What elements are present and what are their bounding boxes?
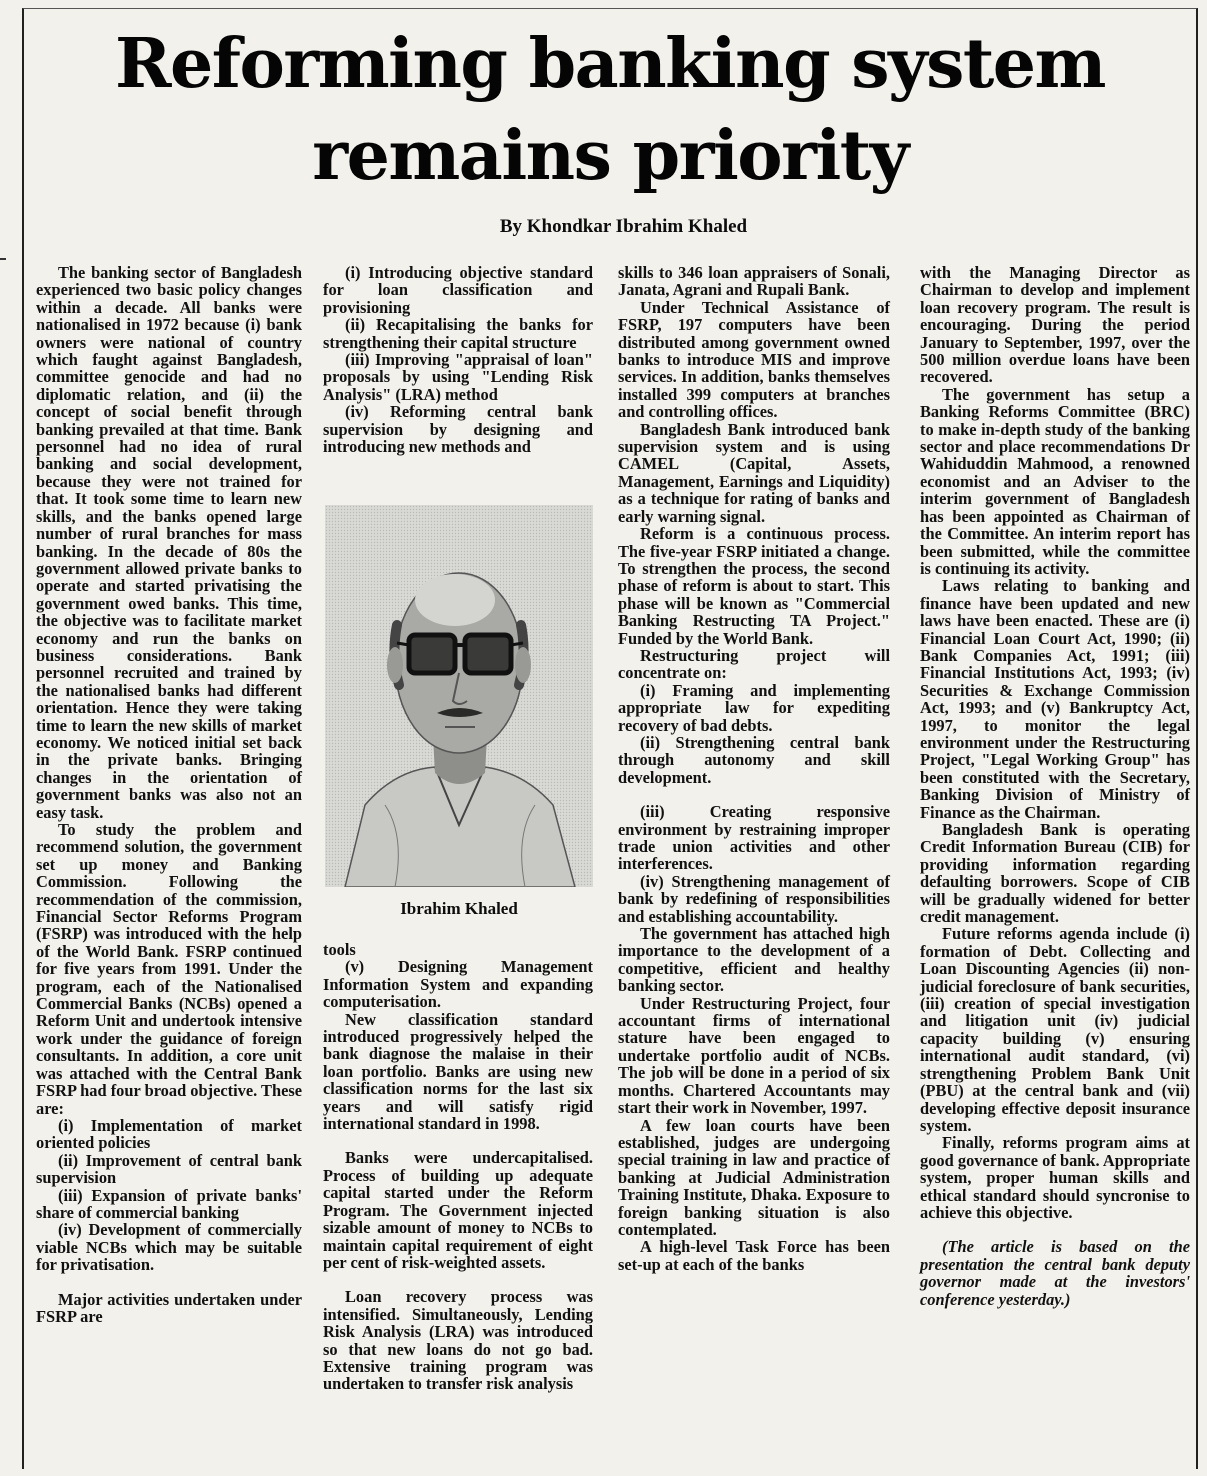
list-item: (ii) Strengthening central bank through autonomy and skill development.: [618, 732, 890, 787]
paragraph: with the Managing Director as Chairman to develop and implement loan recovery program. The result is encouraging. During the period January to September, 1997, over the 500 million overdue loans have been recovered.: [920, 263, 1190, 387]
list-item: (iv) Development of commercially viable NCBs which may be suitable for privatisation.: [36, 1220, 302, 1275]
margin-mark: [0, 258, 6, 260]
paragraph: The banking sector of Bangladesh experienced two basic policy changes within a decade. All banks were nationalised in 1972 because (i) bank owners were national of country which faught against Bangladesh, committee genocide and had no diplomatic relation, and (ii) the concept of social benefit through banking prevailed at that time. Bank personnel had no idea of rural banking and social development, because they were not trained for that. It took some time to learn new skills, and the banks opened large number of rural branches for mass banking. In the decade of 80s the government allowed private banks to operate and started privatising the government owed banks. This time, the objective was to facilitate market economy and run the banks on business considerations. Bank personnel recruited and trained by the nationalised banks had different orientation. Hence they were taking time to learn the new skills of market economy. We noticed initial set back in the private banks. Bringing changes in the orientation of government banks was also not an easy task.: [36, 263, 302, 822]
list-item: (iv) Strengthening management of bank by redefining of responsibilities and establishing accountability.: [618, 871, 890, 926]
paragraph: Future reforms agenda include (i) formation of Debt. Collecting and Loan Discounting Agencies (ii) non-judicial foreclosure of bank securities, (iii) creation of special investigation and litigation unit (iv) judicial capacity building (v) ensuring international audit standard, (vi) strengthening Problem Bank Unit (PBU) at the central bank and (vii) developing effective deposit insurance system.: [920, 924, 1190, 1135]
list-item: (iv) Reforming central bank supervision by designing and introducing new methods and: [323, 402, 593, 457]
paragraph: A high-level Task Force has been set-up at each of the banks: [618, 1237, 890, 1274]
column-1: [36, 264, 302, 1325]
list-item: (ii) Improvement of central bank supervision: [36, 1150, 302, 1188]
column-2-bottom: [323, 941, 593, 1393]
paragraph: Under Restructuring Project, four accountant firms of international stature have been engaged to undertake portfolio audit of NCBs. The job will be done in a period of six months. Chartered Accountants may start their work in November, 1997.: [618, 993, 890, 1118]
paragraph: skills to 346 loan appraisers of Sonali, Janata, Agrani and Rupali Bank.: [618, 263, 890, 300]
paragraph: To study the problem and recommend solution, the government set up money and Banking Commission. Following the recommendation of the commission, Financial Sector Reforms Program (FSRP) was introduced with the help of the World Bank. FSRP continued for five years from 1991. Under the program, each of the Nationalised Commercial Banks (NCBs) opened a Reform Unit and undertook intensive work under the guidance of foreign consultants. In addition, a core unit was attached with the Central Bank FSRP had four broad objective. These are:: [36, 820, 302, 1118]
paragraph: The government has attached high importance to the development of a competitive, efficient and healthy banking sector.: [618, 924, 890, 996]
list-item: (v) Designing Management Information System and expanding computerisation.: [323, 957, 593, 1012]
paragraph: Banks were undercapitalised. Process of building up adequate capital started under the Reform Program. The Government injected sizable amount of money to NCBs to maintain capital requirement of eight per cent of risk-weighted assets.: [323, 1148, 593, 1272]
list-item: (i) Implementation of market oriented policies: [36, 1115, 302, 1153]
paragraph: Reform is a continuous process. The five-year FSRP initiated a change. To strengthen the process, the second phase of reform is about to start. This phase will be known as "Commercial Banking Restructing TA Project." Funded by the World Bank.: [618, 524, 890, 648]
list-item: (i) Framing and implementing appropriate law for expediting recovery of bad debts.: [618, 680, 890, 735]
paragraph: Finally, reforms program aims at good governance of bank. Appropriate system, proper human skills and ethical standard should syncronise to achieve this objective.: [920, 1133, 1190, 1222]
byline: By Khondkar Ibrahim Khaled: [499, 216, 748, 237]
headline-line-1: Reforming banking system: [114, 24, 1105, 104]
column-2-top: [323, 264, 593, 455]
portrait-illustration: [325, 505, 593, 887]
paragraph: New classification standard introduced progressively helped the bank diagnose the malaise in their loan portfolio. Banks are using new classification norms for the last six years and will satisfy rigid international standard in 1998.: [323, 1009, 593, 1134]
paragraph: Loan recovery process was intensified. Simultaneously, Lending Risk Analysis (LRA) was introduced so that new loans do not go bad. Extensive training program was undertaken to transfer risk analysis: [323, 1287, 593, 1394]
paragraph: tools: [323, 940, 356, 959]
paragraph: Bangladesh Bank is operating Credit Information Bureau (CIB) for providing information regarding defaulting borrowers. Scope of CIB will be gradually widened for better credit management.: [920, 820, 1190, 927]
column-4: [920, 264, 1190, 1308]
paragraph: The government has setup a Banking Reforms Committee (BRC) to make in-depth study of the banking sector and place recommendations Dr Wahiduddin Mahmood, a renowned economist and an Adviser to the interim government of Bangladesh has been appointed as Chairman of the Committee. An interim report has been submitted, while the committee is continuing its activity.: [920, 384, 1190, 578]
author-photo: [325, 505, 593, 887]
footnote: (The article is based on the presentation the central bank deputy governor made at the investors' conference yesterday.): [920, 1237, 1190, 1309]
paragraph: Bangladesh Bank introduced bank supervision system and is using CAMEL (Capital, Assets, Management, Earnings and Liquidity) as a technique for rating of banks and early warning signal.: [618, 419, 890, 526]
list-item: (i) Introducing objective standard for loan classification and provisioning: [323, 263, 593, 317]
list-item: (ii) Recapitalising the banks for strengthening their capital structure: [323, 315, 593, 352]
list-item: (iii) Improving "appraisal of loan" proposals by using "Lending Risk Analysis" (LRA) method: [323, 350, 593, 404]
column-3: [618, 264, 890, 1273]
paragraph: Under Technical Assistance of FSRP, 197 computers have been distributed among government owned banks to introduce MIS and improve services. In addition, banks themselves installed 399 computers at branches and controlling offices.: [618, 297, 890, 422]
paragraph: Major activities undertaken under FSRP are: [36, 1289, 302, 1326]
list-item: (iii) Expansion of private banks' share of commercial banking: [36, 1185, 302, 1222]
paragraph: Laws relating to banking and finance have been updated and new laws have been enacted. These are (i) Financial Loan Court Act, 1990; (ii) Bank Companies Act, 1991; (iii) Financial Institutions Act, 1993; (iv) Securities & Exchange Commission Act, 1993; and (v) Bankruptcy Act, 1997, to monitor the legal environment under the Restructuring Project, "Legal Working Group" has been constituted with the Secretary, Banking Division of Ministry of Finance as the Chairman.: [920, 576, 1190, 822]
photo-caption: Ibrahim Khaled: [400, 899, 518, 918]
headline-line-2: remains priority: [312, 116, 908, 196]
paragraph: Restructuring project will concentrate on:: [618, 645, 890, 683]
paragraph: A few loan courts have been established, judges are undergoing special training in law and practice of banking at Judicial Administration Training Institute, Dhaka. Exposure to foreign banking situation is also contemplated.: [618, 1115, 890, 1239]
list-item: (iii) Creating responsive environment by restraining improper trade union activities and other interferences.: [618, 802, 890, 874]
